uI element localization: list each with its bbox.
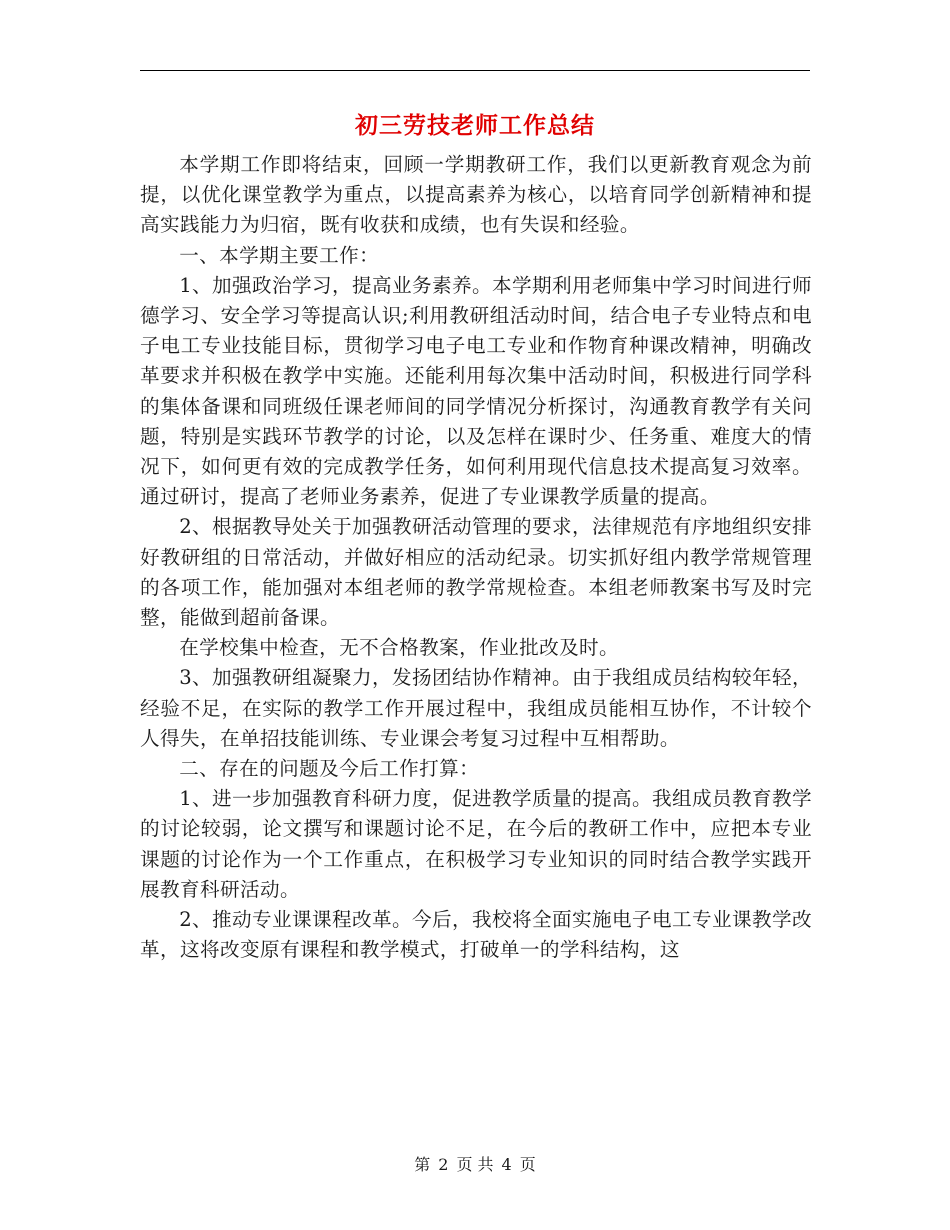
footer-mid: 页 共 <box>456 1155 494 1174</box>
paragraph-item-2: 2、根据教导处关于加强教研活动管理的要求，法律规范有序地组织安排好教研组的日常活动，并做好相应的活动纪录。切实抓好组内教学常规管理的各项工作，能加强对本组老师的教学常规检查。本组老师教案书写及时完整，能做到超前备课。 <box>140 515 812 630</box>
paragraph-item-3: 3、加强教研组凝聚力，发扬团结协作精神。由于我组成员结构较年轻，经验不足，在实际的教学工作开展过程中，我组成员能相互协作，不计较个人得失，在单招技能训练、专业课会考复习过程中互相帮助。 <box>140 666 812 750</box>
paragraph-item-1: 1、加强政治学习，提高业务素养。本学期利用老师集中学习时间进行师德学习、安全学习等提高认识;利用教研组活动时间，结合电子专业特点和电子电工专业技能目标，贯彻学习电子电工专业和作物育种课改精神，明确改革要求并积极在教学中实施。还能利用每次集中活动时间，积极进行同学科的集体备课和同班级任课老师间的同学情况分析探讨，沟通教育教学有关问题，特别是实践环节教学的讨论，以及怎样在课时少、任务重、难度大的情况下，如何更有效的完成教学任务，如何利用现代信息技术提高复习效率。通过研讨，提高了老师业务素养，促进了专业课教学质量的提高。 <box>140 273 812 509</box>
document-body <box>140 150 812 965</box>
section-heading-main-work: 一、本学期主要工作： <box>179 243 380 267</box>
paragraph-intro: 本学期工作即将结束，回顾一学期教研工作，我们以更新教育观念为前提，以优化课堂教学为重点，以提高素养为核心，以培育同学创新精神和提高实践能力为归宿，既有收获和成绩，也有失误和经验。 <box>140 153 812 237</box>
paragraph-plan-1: 1、进一步加强教育科研力度，促进教学质量的提高。我组成员教育教学的讨论较弱，论文撰写和课题讨论不足，在今后的教研工作中，应把本专业课题的讨论作为一个工作重点，在积极学习专业知识的同时结合教学实践开展教育科研活动。 <box>140 787 812 901</box>
footer-suffix: 页 <box>519 1155 536 1174</box>
page-footer <box>0 1155 950 1175</box>
footer-prefix: 第 <box>414 1155 431 1174</box>
total-pages-number: 4 <box>501 1155 512 1174</box>
paragraph-inspection: 在学校集中检查，无不合格教案，作业批改及时。 <box>179 636 620 660</box>
paragraph-plan-2: 2、推动专业课课程改革。今后，我校将全面实施电子电工专业课教学改革，这将改变原有课程和教学模式，打破单一的学科结构，这 <box>140 908 812 962</box>
section-heading-problems: 二、存在的问题及今后工作打算： <box>179 757 480 781</box>
header-rule <box>140 70 810 71</box>
document-title: 初三劳技老师工作总结 <box>355 112 595 139</box>
current-page-number: 2 <box>438 1155 449 1174</box>
